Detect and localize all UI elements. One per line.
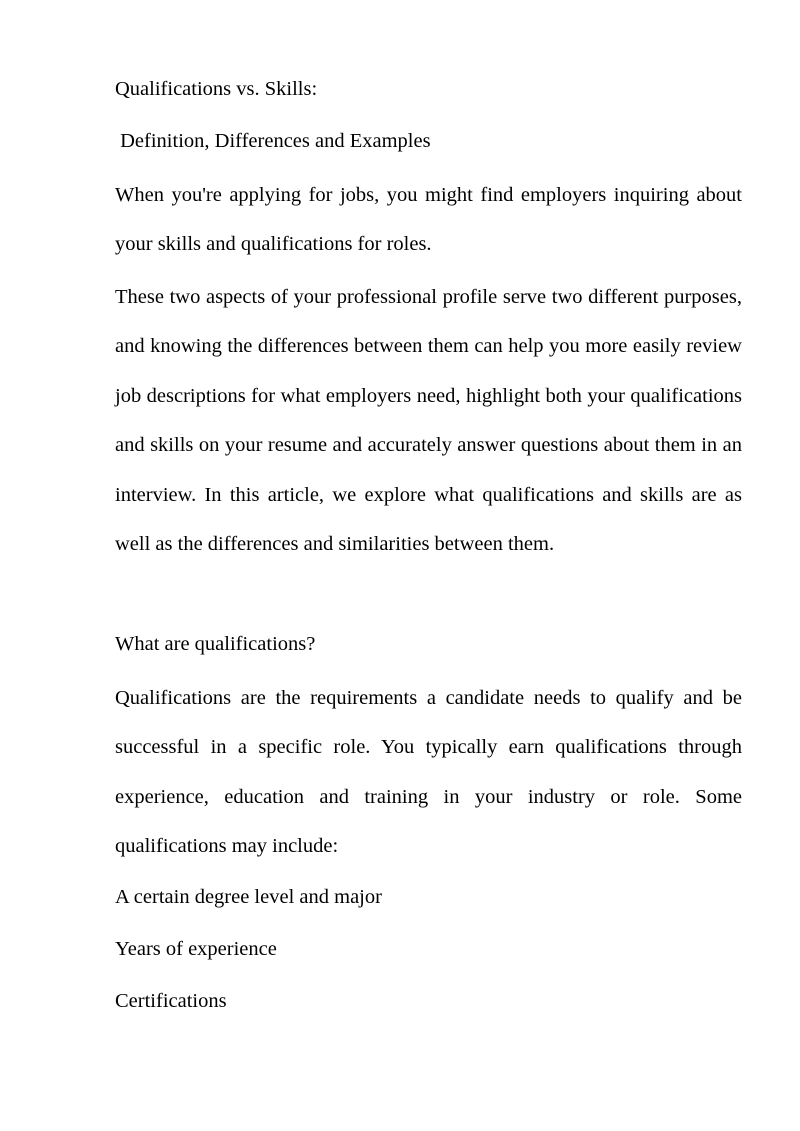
- section-heading: What are qualifications?: [115, 633, 316, 655]
- intro-paragraph: When you're applying for jobs, you might find employers inquiring about your skills and qualifications for roles.: [115, 184, 742, 256]
- body-paragraph: These two aspects of your professional profile serve two different purposes, and knowing the differences between them can help you more easily review job descriptions for what employers need, highlight both your qualifications and skills on your resume and accurately answer questions about them in an interview. In this article, we explore what qualifications and skills are as well as the differences and similarities between them.: [115, 286, 742, 556]
- section-paragraph: Qualifications are the requirements a candidate needs to qualify and be successful in a specific role. You typically earn qualifications through experience, education and training in your industry or role. Some qualifications may include:: [115, 687, 742, 858]
- document-title: Qualifications vs. Skills:: [115, 78, 318, 100]
- list-item: Certifications: [115, 990, 227, 1012]
- list-item: A certain degree level and major: [115, 886, 382, 908]
- document-subtitle: Definition, Differences and Examples: [115, 130, 431, 152]
- list-item: Years of experience: [115, 938, 277, 960]
